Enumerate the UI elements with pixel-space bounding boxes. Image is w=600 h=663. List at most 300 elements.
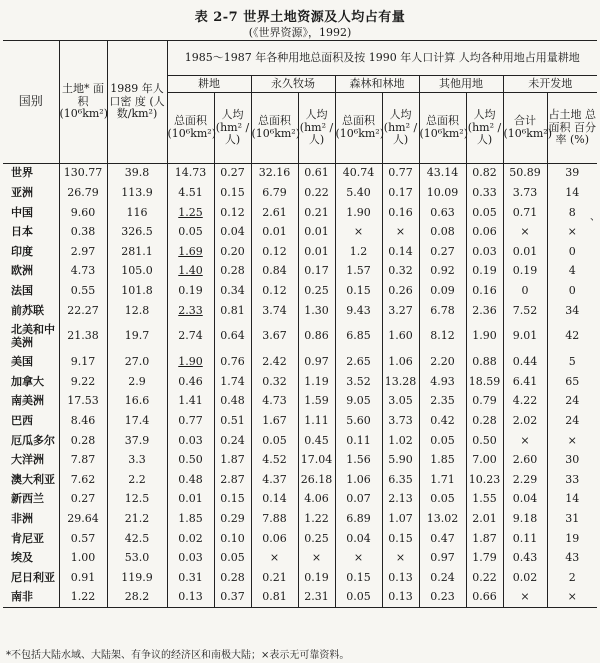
value-cell-c8: 2.36 [466, 301, 503, 321]
value-cell-c10: 31 [547, 510, 597, 530]
value-cell-c2: 0.15 [214, 490, 251, 510]
subheader-per-capita: 人均 (hm² /人) [466, 93, 503, 164]
value-cell-c3: 0.14 [251, 490, 298, 510]
value-cell-density: 53.0 [107, 549, 167, 569]
country-cell: 加拿大 [11, 374, 44, 388]
value-cell-c5: 6.85 [335, 321, 382, 353]
value-cell-c5: 0.11 [335, 431, 382, 451]
value-cell-c7: 0.09 [419, 282, 466, 302]
value-cell-c10: 30 [547, 451, 597, 471]
value-cell-c2: 0.37 [214, 588, 251, 608]
country-cell: 南美洲 [11, 394, 44, 408]
value-cell-c9: 7.52 [503, 301, 547, 321]
value-cell-c9: 0 [503, 282, 547, 302]
value-cell-c3: 0.32 [251, 372, 298, 392]
value-cell-c2: 0.81 [214, 301, 251, 321]
value-cell-density: 27.0 [107, 353, 167, 373]
value-cell-c5: 5.60 [335, 412, 382, 432]
value-cell-c5: 3.52 [335, 372, 382, 392]
value-cell-c6: 0.32 [382, 262, 419, 282]
value-cell-c8: 0.50 [466, 431, 503, 451]
value-cell-c3: × [251, 549, 298, 569]
value-cell-c1: 1.25 [167, 203, 214, 223]
value-cell-c4: 0.22 [298, 184, 335, 204]
country-cell: 世界 [11, 166, 33, 180]
value-cell-c9: 4.22 [503, 392, 547, 412]
value-cell-c7: 6.78 [419, 301, 466, 321]
country-cell: 日本 [11, 225, 33, 239]
value-cell-c2: 0.76 [214, 353, 251, 373]
value-cell-c2: 0.12 [214, 203, 251, 223]
value-cell-c1: 0.13 [167, 588, 214, 608]
value-cell-c7: 0.42 [419, 412, 466, 432]
value-cell-c8: 7.00 [466, 451, 503, 471]
value-cell-land: 1.00 [59, 549, 107, 569]
table-row [3, 529, 597, 549]
value-cell-c6: 0.26 [382, 282, 419, 302]
value-cell-c8: 1.79 [466, 549, 503, 569]
value-cell-c6: × [382, 223, 419, 243]
value-cell-c10: 2 [547, 568, 597, 588]
table-row [3, 470, 597, 490]
country-cell: 中国 [11, 205, 33, 219]
value-cell-c7: 0.05 [419, 490, 466, 510]
header-land-area: 土地* 面积 (10⁶km²) [59, 41, 107, 164]
value-cell-c8: 1.55 [466, 490, 503, 510]
value-cell-c6: 3.27 [382, 301, 419, 321]
value-cell-c4: 0.19 [298, 568, 335, 588]
value-cell-c8: 1.87 [466, 529, 503, 549]
country-cell: 埃及 [11, 551, 33, 565]
value-cell-c4: 26.18 [298, 470, 335, 490]
value-cell-c6: 13.28 [382, 372, 419, 392]
value-cell-c1: 2.74 [167, 321, 214, 353]
value-cell-c7: 0.97 [419, 549, 466, 569]
value-cell-density: 116 [107, 203, 167, 223]
country-cell: 欧洲 [11, 264, 33, 278]
value-cell-c8: 18.59 [466, 372, 503, 392]
value-cell-c10: 24 [547, 412, 597, 432]
table-row [3, 223, 597, 243]
value-cell-density: 101.8 [107, 282, 167, 302]
value-cell-c10: 4 [547, 262, 597, 282]
value-cell-c4: 1.30 [298, 301, 335, 321]
value-cell-c8: 0.66 [466, 588, 503, 608]
value-cell-land: 4.73 [59, 262, 107, 282]
value-cell-c5: 5.40 [335, 184, 382, 204]
value-cell-c1: 1.41 [167, 392, 214, 412]
value-cell-c8: 0.06 [466, 223, 503, 243]
value-cell-c9: 0.71 [503, 203, 547, 223]
value-cell-c9: 0.43 [503, 549, 547, 569]
value-cell-c2: 0.51 [214, 412, 251, 432]
value-cell-c1: 14.73 [167, 164, 214, 184]
value-cell-c1: 0.01 [167, 490, 214, 510]
value-cell-c1: 1.69 [167, 242, 214, 262]
value-cell-c3: 4.37 [251, 470, 298, 490]
value-cell-c5: × [335, 223, 382, 243]
value-cell-c5: 6.89 [335, 510, 382, 530]
value-cell-c2: 0.20 [214, 242, 251, 262]
value-cell-c10: × [547, 223, 597, 243]
value-cell-c9: 0.01 [503, 242, 547, 262]
table-row [3, 282, 597, 302]
value-cell-c10: 34 [547, 301, 597, 321]
country-cell: 美国 [11, 355, 33, 369]
value-cell-c6: 0.77 [382, 164, 419, 184]
value-cell-c3: 0.12 [251, 282, 298, 302]
value-cell-land: 0.91 [59, 568, 107, 588]
value-cell-c1: 0.50 [167, 451, 214, 471]
value-cell-c9: 2.60 [503, 451, 547, 471]
value-cell-c9: 0.02 [503, 568, 547, 588]
value-cell-c3: 0.21 [251, 568, 298, 588]
value-cell-c8: 1.90 [466, 321, 503, 353]
value-cell-c7: 0.47 [419, 529, 466, 549]
value-cell-c8: 0.79 [466, 392, 503, 412]
value-cell-c3: 0.84 [251, 262, 298, 282]
value-cell-c5: × [335, 549, 382, 569]
value-cell-density: 113.9 [107, 184, 167, 204]
value-cell-c6: 3.73 [382, 412, 419, 432]
value-cell-land: 0.28 [59, 431, 107, 451]
value-cell-c10: 42 [547, 321, 597, 353]
value-cell-c6: 5.90 [382, 451, 419, 471]
country-cell: 前苏联 [11, 303, 44, 317]
value-cell-density: 2.2 [107, 470, 167, 490]
value-cell-c10: 33 [547, 470, 597, 490]
value-cell-c3: 0.12 [251, 242, 298, 262]
group-header: 未开发地 [503, 76, 597, 93]
value-cell-c7: 0.24 [419, 568, 466, 588]
value-cell-land: 9.17 [59, 353, 107, 373]
group-header: 其他用地 [419, 76, 503, 93]
value-cell-c3: 3.74 [251, 301, 298, 321]
value-cell-c6: 1.60 [382, 321, 419, 353]
value-cell-c4: 2.31 [298, 588, 335, 608]
value-cell-c7: 0.08 [419, 223, 466, 243]
value-cell-c8: 0.16 [466, 282, 503, 302]
value-cell-land: 22.27 [59, 301, 107, 321]
value-cell-c6: 0.15 [382, 529, 419, 549]
value-cell-c3: 4.73 [251, 392, 298, 412]
table-row [3, 412, 597, 432]
value-cell-c2: 1.74 [214, 372, 251, 392]
value-cell-c10: × [547, 588, 597, 608]
value-cell-c1: 1.85 [167, 510, 214, 530]
value-cell-c3: 4.52 [251, 451, 298, 471]
table-row [3, 451, 597, 471]
value-cell-c10: 8 [547, 203, 597, 223]
value-cell-c5: 0.15 [335, 568, 382, 588]
value-cell-c9: 6.41 [503, 372, 547, 392]
country-cell: 澳大利亚 [11, 472, 55, 486]
table-row [3, 490, 597, 510]
value-cell-c9: × [503, 431, 547, 451]
value-cell-c10: 19 [547, 529, 597, 549]
value-cell-c5: 2.65 [335, 353, 382, 373]
value-cell-density: 105.0 [107, 262, 167, 282]
value-cell-c9: × [503, 588, 547, 608]
value-cell-land: 9.60 [59, 203, 107, 223]
value-cell-c6: 0.14 [382, 242, 419, 262]
value-cell-c7: 43.14 [419, 164, 466, 184]
value-cell-c4: 0.25 [298, 282, 335, 302]
value-cell-c4: 0.01 [298, 242, 335, 262]
value-cell-c7: 0.27 [419, 242, 466, 262]
value-cell-c8: 0.33 [466, 184, 503, 204]
value-cell-c8: 0.28 [466, 412, 503, 432]
value-cell-c3: 1.67 [251, 412, 298, 432]
value-cell-c7: 1.71 [419, 470, 466, 490]
value-cell-c3: 2.61 [251, 203, 298, 223]
value-cell-c3: 3.67 [251, 321, 298, 353]
value-cell-c4: 0.17 [298, 262, 335, 282]
value-cell-c1: 1.90 [167, 353, 214, 373]
group-header: 耕地 [167, 76, 251, 93]
value-cell-c9: 2.02 [503, 412, 547, 432]
value-cell-c9: 9.18 [503, 510, 547, 530]
value-cell-c6: 1.02 [382, 431, 419, 451]
value-cell-c9: 3.73 [503, 184, 547, 204]
value-cell-land: 0.38 [59, 223, 107, 243]
table-row [3, 353, 597, 373]
table-row [3, 549, 597, 569]
value-cell-c4: 1.59 [298, 392, 335, 412]
value-cell-c5: 1.90 [335, 203, 382, 223]
group-header: 永久牧场 [251, 76, 335, 93]
value-cell-c4: 4.06 [298, 490, 335, 510]
value-cell-land: 9.22 [59, 372, 107, 392]
value-cell-c2: 0.28 [214, 568, 251, 588]
value-cell-c6: × [382, 549, 419, 569]
value-cell-land: 2.97 [59, 242, 107, 262]
table-body [3, 164, 597, 608]
value-cell-c9: 50.89 [503, 164, 547, 184]
value-cell-c8: 10.23 [466, 470, 503, 490]
value-cell-c7: 2.20 [419, 353, 466, 373]
table-row [3, 321, 597, 353]
table-row [3, 203, 597, 223]
value-cell-c1: 4.51 [167, 184, 214, 204]
table-source: (《世界资源》，1992) [248, 26, 352, 39]
value-cell-c2: 0.29 [214, 510, 251, 530]
value-cell-c5: 1.57 [335, 262, 382, 282]
subheader-subtotal: 合计 (10⁶km²) [503, 93, 547, 164]
value-cell-c6: 1.07 [382, 510, 419, 530]
value-cell-c7: 13.02 [419, 510, 466, 530]
value-cell-land: 7.87 [59, 451, 107, 471]
value-cell-c7: 0.63 [419, 203, 466, 223]
country-cell: 尼日利亚 [11, 570, 55, 584]
value-cell-c8: 0.05 [466, 203, 503, 223]
value-cell-land: 7.62 [59, 470, 107, 490]
value-cell-c6: 3.05 [382, 392, 419, 412]
value-cell-c2: 0.27 [214, 164, 251, 184]
value-cell-c9: 9.01 [503, 321, 547, 353]
value-cell-land: 29.64 [59, 510, 107, 530]
table-row [3, 164, 597, 184]
value-cell-c1: 0.31 [167, 568, 214, 588]
value-cell-c10: × [547, 431, 597, 451]
country-cell: 新西兰 [11, 492, 44, 506]
value-cell-c9: 0.44 [503, 353, 547, 373]
value-cell-c7: 2.35 [419, 392, 466, 412]
value-cell-density: 37.9 [107, 431, 167, 451]
value-cell-c1: 0.05 [167, 223, 214, 243]
value-cell-c8: 0.19 [466, 262, 503, 282]
land-resources-table [3, 40, 597, 608]
value-cell-c3: 0.01 [251, 223, 298, 243]
value-cell-c8: 0.03 [466, 242, 503, 262]
value-cell-c4: 0.61 [298, 164, 335, 184]
value-cell-c4: 1.11 [298, 412, 335, 432]
table-row [3, 184, 597, 204]
country-cell: 南非 [11, 590, 33, 604]
value-cell-c7: 10.09 [419, 184, 466, 204]
value-cell-density: 28.2 [107, 588, 167, 608]
country-cell: 巴西 [11, 414, 33, 427]
value-cell-c6: 0.16 [382, 203, 419, 223]
value-cell-c2: 2.87 [214, 470, 251, 490]
value-cell-c5: 0.15 [335, 282, 382, 302]
value-cell-c10: 0 [547, 242, 597, 262]
value-cell-c10: 5 [547, 353, 597, 373]
value-cell-c2: 0.34 [214, 282, 251, 302]
value-cell-c5: 1.06 [335, 470, 382, 490]
header-density: 1989 年人 口密 度 (人 数/km²) [107, 41, 167, 164]
value-cell-density: 39.8 [107, 164, 167, 184]
country-cell: 亚洲 [11, 186, 33, 200]
value-cell-c10: 24 [547, 392, 597, 412]
table-row [3, 242, 597, 262]
value-cell-c9: × [503, 223, 547, 243]
value-cell-land: 130.77 [59, 164, 107, 184]
value-cell-c2: 0.24 [214, 431, 251, 451]
value-cell-c8: 0.88 [466, 353, 503, 373]
value-cell-density: 19.7 [107, 321, 167, 353]
country-cell: 北美和中美洲 [11, 323, 55, 349]
value-cell-c9: 0.11 [503, 529, 547, 549]
footnote: *不包括大陆水域、大陆架、有争议的经济区和南极大陆；×表示无可靠资料。 [6, 650, 350, 661]
value-cell-c1: 0.02 [167, 529, 214, 549]
value-cell-c1: 0.03 [167, 549, 214, 569]
value-cell-c4: 0.21 [298, 203, 335, 223]
value-cell-c3: 0.05 [251, 431, 298, 451]
value-cell-land: 0.57 [59, 529, 107, 549]
value-cell-c1: 0.46 [167, 372, 214, 392]
value-cell-c9: 2.29 [503, 470, 547, 490]
value-cell-c4: 0.01 [298, 223, 335, 243]
value-cell-land: 0.27 [59, 490, 107, 510]
table-row [3, 431, 597, 451]
value-cell-land: 26.79 [59, 184, 107, 204]
value-cell-c10: 0 [547, 282, 597, 302]
value-cell-c6: 0.13 [382, 588, 419, 608]
value-cell-c3: 2.42 [251, 353, 298, 373]
value-cell-density: 326.5 [107, 223, 167, 243]
value-cell-c8: 0.82 [466, 164, 503, 184]
subheader-total-area: 总面积 (10⁶km²) [167, 93, 214, 164]
value-cell-c2: 0.28 [214, 262, 251, 282]
value-cell-c5: 9.43 [335, 301, 382, 321]
value-cell-c6: 0.13 [382, 568, 419, 588]
value-cell-c3: 0.06 [251, 529, 298, 549]
table-row [3, 568, 597, 588]
group-header: 森林和林地 [335, 76, 419, 93]
value-cell-c6: 6.35 [382, 470, 419, 490]
value-cell-c6: 1.06 [382, 353, 419, 373]
value-cell-density: 2.9 [107, 372, 167, 392]
value-cell-c1: 0.77 [167, 412, 214, 432]
value-cell-c5: 0.07 [335, 490, 382, 510]
value-cell-c5: 40.74 [335, 164, 382, 184]
value-cell-land: 17.53 [59, 392, 107, 412]
header-span-title: 1985～1987 年各种用地总面积及按 1990 年人口计算 人均各种用地占用量耕地 [167, 41, 597, 76]
value-cell-c4: 0.86 [298, 321, 335, 353]
value-cell-land: 0.55 [59, 282, 107, 302]
value-cell-c4: 1.22 [298, 510, 335, 530]
subheader-total-area: 总面积 (10⁶km²) [251, 93, 298, 164]
subheader-total-area: 总面积 (10⁶km²) [335, 93, 382, 164]
value-cell-c2: 0.05 [214, 549, 251, 569]
value-cell-c10: 14 [547, 184, 597, 204]
country-cell: 肯尼亚 [11, 531, 44, 545]
value-cell-land: 1.22 [59, 588, 107, 608]
table-title: 表 2-7 世界土地资源及人均占有量 [194, 10, 406, 25]
value-cell-land: 21.38 [59, 321, 107, 353]
value-cell-c4: 0.25 [298, 529, 335, 549]
value-cell-c1: 0.03 [167, 431, 214, 451]
value-cell-c5: 9.05 [335, 392, 382, 412]
country-cell: 非洲 [11, 511, 33, 525]
value-cell-c5: 0.05 [335, 588, 382, 608]
value-cell-c2: 0.64 [214, 321, 251, 353]
value-cell-c4: 1.19 [298, 372, 335, 392]
value-cell-c2: 0.04 [214, 223, 251, 243]
value-cell-density: 3.3 [107, 451, 167, 471]
subheader-per-capita: 人均 (hm² /人) [214, 93, 251, 164]
subheader-per-capita: 人均 (hm² /人) [382, 93, 419, 164]
value-cell-density: 21.2 [107, 510, 167, 530]
table-row [3, 588, 597, 608]
value-cell-c10: 43 [547, 549, 597, 569]
value-cell-density: 16.6 [107, 392, 167, 412]
value-cell-c7: 0.05 [419, 431, 466, 451]
value-cell-c9: 0.19 [503, 262, 547, 282]
value-cell-c1: 0.48 [167, 470, 214, 490]
subheader-land-pct: 占土地 总面积 百分率 (%) [547, 93, 597, 164]
value-cell-c2: 1.87 [214, 451, 251, 471]
value-cell-c10: 14 [547, 490, 597, 510]
value-cell-c4: × [298, 549, 335, 569]
value-cell-density: 281.1 [107, 242, 167, 262]
value-cell-c7: 0.92 [419, 262, 466, 282]
value-cell-c10: 39 [547, 164, 597, 184]
country-cell: 印度 [11, 244, 33, 258]
table-row [3, 372, 597, 392]
value-cell-c10: 65 [547, 372, 597, 392]
value-cell-c7: 0.23 [419, 588, 466, 608]
country-cell: 大洋洲 [11, 453, 44, 467]
value-cell-c9: 0.04 [503, 490, 547, 510]
value-cell-c2: 0.15 [214, 184, 251, 204]
subheader-total-area: 总面积 (10⁶km²) [419, 93, 466, 164]
value-cell-c5: 0.04 [335, 529, 382, 549]
value-cell-c7: 4.93 [419, 372, 466, 392]
value-cell-c3: 32.16 [251, 164, 298, 184]
value-cell-c8: 2.01 [466, 510, 503, 530]
